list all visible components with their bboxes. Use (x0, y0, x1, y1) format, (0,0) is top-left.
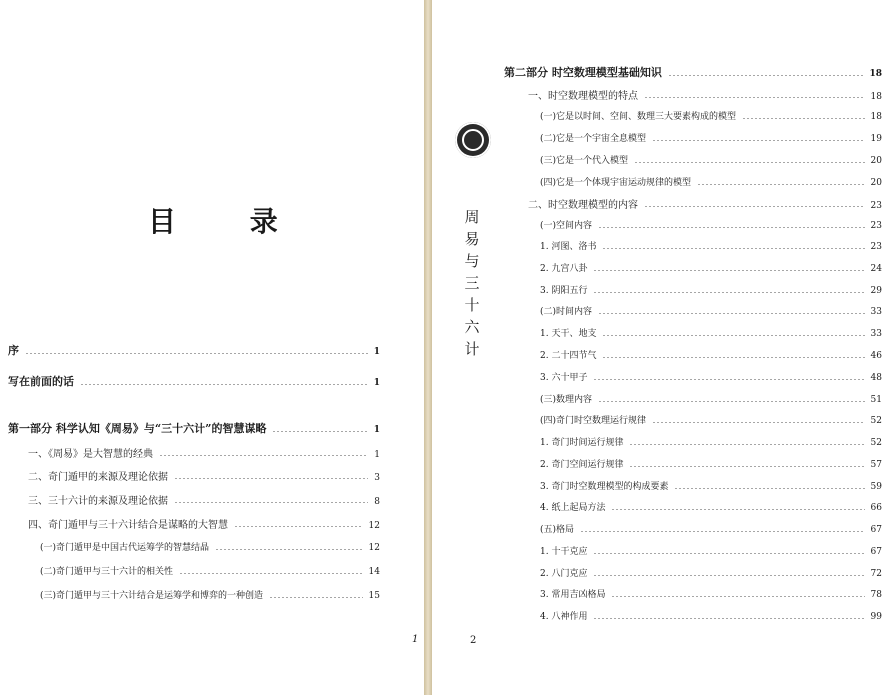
toc-entry-text: (四)奇门时空数理运行规律 (540, 416, 647, 426)
toc-page-number: 1 (373, 425, 380, 435)
toc-entry[interactable] (540, 109, 882, 122)
toc-entry[interactable] (540, 370, 882, 383)
toc-page-number: 48 (870, 373, 882, 383)
toc-entry[interactable] (540, 131, 882, 144)
toc-page-number: 59 (870, 482, 882, 492)
toc-page-number: 23 (870, 242, 882, 252)
toc-leader-dots (593, 618, 864, 619)
toc-leader-dots (25, 353, 368, 354)
right-page (432, 0, 896, 695)
toc-entry-text: (四)它是一个体现宇宙运动规律的模型 (540, 178, 692, 188)
toc-entry-text: (一)奇门遁甲是中国古代运筹学的智慧结晶 (40, 543, 210, 553)
toc-leader-dots (159, 455, 368, 456)
toc-leader-dots (593, 553, 864, 554)
toc-page-number: 52 (870, 416, 882, 426)
toc-leader-dots (611, 596, 864, 597)
toc-entry[interactable] (540, 435, 882, 448)
toc-entry-text: 三、三十六计的来源及理论依据 (28, 496, 168, 507)
toc-page-number: 12 (368, 543, 380, 553)
toc-title: 目 录 (148, 205, 310, 238)
toc-entry[interactable] (540, 457, 882, 470)
toc-entry-text: 1. 天干、地支 (540, 329, 597, 339)
toc-page-number: 46 (870, 351, 882, 361)
toc-page-number: 8 (374, 497, 380, 507)
toc-entry-text: (三)奇门遁甲与三十六计结合是运筹学和博弈的一种创造 (40, 591, 264, 601)
toc-entry-text: 写在前面的话 (8, 375, 74, 388)
toc-entry-text: 序 (8, 344, 19, 357)
toc-page-number: 29 (870, 286, 882, 296)
toc-entry-text: 二、时空数理模型的内容 (528, 200, 638, 211)
toc-page-number: 72 (870, 569, 882, 579)
toc-entry[interactable] (540, 326, 882, 339)
toc-leader-dots (602, 335, 864, 336)
toc-page-number: 24 (870, 264, 882, 274)
toc-page-number: 57 (870, 460, 882, 470)
toc-entry[interactable] (8, 342, 380, 358)
toc-entry-text: 1. 河图、洛书 (540, 242, 597, 252)
toc-leader-dots (652, 422, 865, 423)
toc-entry[interactable] (28, 468, 380, 483)
toc-entry[interactable] (540, 522, 882, 535)
book-spine (424, 0, 432, 695)
toc-entry[interactable] (540, 566, 882, 579)
toc-entry-text: (二)时间内容 (540, 307, 593, 317)
toc-entry[interactable] (540, 348, 882, 361)
toc-page-number: 1 (374, 450, 380, 460)
toc-entry[interactable] (540, 218, 882, 231)
toc-entry[interactable] (540, 500, 882, 513)
toc-entry-text: (五)格局 (540, 525, 575, 535)
toc-entry-text: 第一部分 科学认知《周易》与“三十六计”的智慧谋略 (8, 422, 267, 435)
toc-leader-dots (174, 502, 368, 503)
toc-entry[interactable] (504, 64, 882, 80)
toc-entry[interactable] (540, 261, 882, 274)
toc-leader-dots (644, 206, 865, 207)
toc-entry[interactable] (28, 516, 380, 531)
toc-entry-text: (一)它是以时间、空间、数理三大要素构成的模型 (540, 112, 737, 122)
toc-leader-dots (179, 573, 363, 574)
toc-leader-dots (593, 292, 864, 293)
toc-leader-dots (174, 478, 368, 479)
toc-page-number: 20 (870, 178, 882, 188)
toc-page-number: 19 (870, 134, 882, 144)
toc-entry-text: 2. 九宫八卦 (540, 264, 588, 274)
toc-entry[interactable] (540, 175, 882, 188)
running-title-vertical: 周易与三十六计 (464, 208, 480, 358)
toc-leader-dots (593, 379, 864, 380)
toc-leader-dots (598, 227, 865, 228)
toc-page-number: 18 (870, 112, 882, 122)
toc-entry[interactable] (28, 445, 380, 460)
toc-page-number: 33 (870, 307, 882, 317)
toc-entry[interactable] (40, 564, 380, 577)
toc-entry-text: (一)空间内容 (540, 221, 593, 231)
toc-leader-dots (593, 575, 864, 576)
toc-leader-dots (80, 384, 368, 385)
toc-entry-text: 3. 阴阳五行 (540, 286, 588, 296)
toc-page-number: 66 (870, 503, 882, 513)
toc-entry[interactable] (8, 420, 380, 436)
toc-leader-dots (580, 531, 865, 532)
toc-leader-dots (674, 488, 864, 489)
page-number-right: 2 (470, 635, 477, 646)
toc-leader-dots (234, 526, 363, 527)
toc-entry[interactable] (40, 540, 380, 553)
toc-leader-dots (668, 75, 864, 76)
toc-leader-dots (598, 313, 865, 314)
toc-leader-dots (629, 444, 864, 445)
toc-entry[interactable] (540, 392, 882, 405)
toc-entry-text: (二)奇门遁甲与三十六计的相关性 (40, 567, 174, 577)
toc-leader-dots (593, 270, 864, 271)
toc-entry[interactable] (540, 609, 882, 622)
toc-entry[interactable] (528, 196, 882, 211)
toc-entry-text: (三)它是一个代入模型 (540, 156, 629, 166)
toc-entry[interactable] (8, 373, 380, 389)
toc-entry[interactable] (540, 153, 882, 166)
toc-page-number: 1 (373, 378, 380, 388)
toc-leader-dots (629, 466, 864, 467)
toc-page-number: 3 (374, 473, 380, 483)
toc-entry-text: 3. 六十甲子 (540, 373, 588, 383)
toc-entry[interactable] (40, 588, 380, 601)
toc-page-number: 23 (870, 221, 882, 231)
toc-entry-text: 2. 二十四节气 (540, 351, 597, 361)
toc-page-number: 1 (373, 347, 380, 357)
toc-page-number: 20 (870, 156, 882, 166)
toc-entry[interactable] (528, 87, 882, 102)
toc-page-number: 78 (870, 590, 882, 600)
toc-entry[interactable] (540, 239, 882, 252)
toc-entry-text: 4. 纸上起局方法 (540, 503, 606, 513)
toc-entry[interactable] (540, 304, 882, 317)
book-seal-icon (455, 122, 491, 158)
toc-page-number: 18 (870, 92, 882, 102)
toc-entry-text: 第二部分 时空数理模型基础知识 (504, 66, 662, 79)
toc-entry-text: 一、《周易》是大智慧的经典 (28, 449, 153, 460)
toc-entry-text: (二)它是一个宇宙全息模型 (540, 134, 647, 144)
toc-entry-text: 2. 八门克应 (540, 569, 588, 579)
toc-entry-text: 2. 奇门空间运行规律 (540, 460, 624, 470)
toc-page-number: 52 (870, 438, 882, 448)
toc-leader-dots (602, 248, 864, 249)
toc-entry-text: 四、奇门遁甲与三十六计结合是谋略的大智慧 (28, 520, 228, 531)
toc-entry-text: 1. 奇门时间运行规律 (540, 438, 624, 448)
toc-page-number: 18 (869, 69, 882, 79)
toc-entry-text: 3. 奇门时空数理模型的构成要素 (540, 482, 669, 492)
toc-entry[interactable] (540, 587, 882, 600)
toc-entry-text: 二、奇门遁甲的来源及理论依据 (28, 472, 168, 483)
toc-entry[interactable] (28, 492, 380, 507)
toc-page-number: 51 (870, 395, 882, 405)
toc-page-number: 14 (368, 567, 380, 577)
toc-leader-dots (598, 401, 865, 402)
toc-entry[interactable] (540, 544, 882, 557)
toc-leader-dots (269, 597, 363, 598)
toc-leader-dots (634, 162, 865, 163)
toc-leader-dots (611, 509, 864, 510)
toc-page-number: 23 (870, 201, 882, 211)
toc-leader-dots (602, 357, 864, 358)
toc-entry[interactable] (540, 479, 882, 492)
left-page (0, 0, 424, 695)
toc-leader-dots (742, 118, 865, 119)
toc-leader-dots (272, 431, 367, 432)
toc-entry-text: (三)数理内容 (540, 395, 593, 405)
toc-page-number: 67 (870, 547, 882, 557)
toc-entry[interactable] (540, 283, 882, 296)
toc-entry-text: 1. 十干克应 (540, 547, 588, 557)
toc-entry[interactable] (540, 413, 882, 426)
toc-leader-dots (644, 97, 865, 98)
toc-page-number: 33 (870, 329, 882, 339)
toc-page-number: 99 (870, 612, 882, 622)
toc-entry-text: 4. 八神作用 (540, 612, 588, 622)
toc-entry-text: 一、时空数理模型的特点 (528, 91, 638, 102)
toc-page-number: 15 (368, 591, 380, 601)
toc-entry-text: 3. 常用吉凶格局 (540, 590, 606, 600)
page-number-left: 1 (412, 634, 419, 645)
toc-leader-dots (652, 140, 865, 141)
toc-page-number: 12 (368, 521, 380, 531)
toc-leader-dots (215, 549, 363, 550)
toc-leader-dots (697, 184, 865, 185)
toc-page-number: 67 (870, 525, 882, 535)
